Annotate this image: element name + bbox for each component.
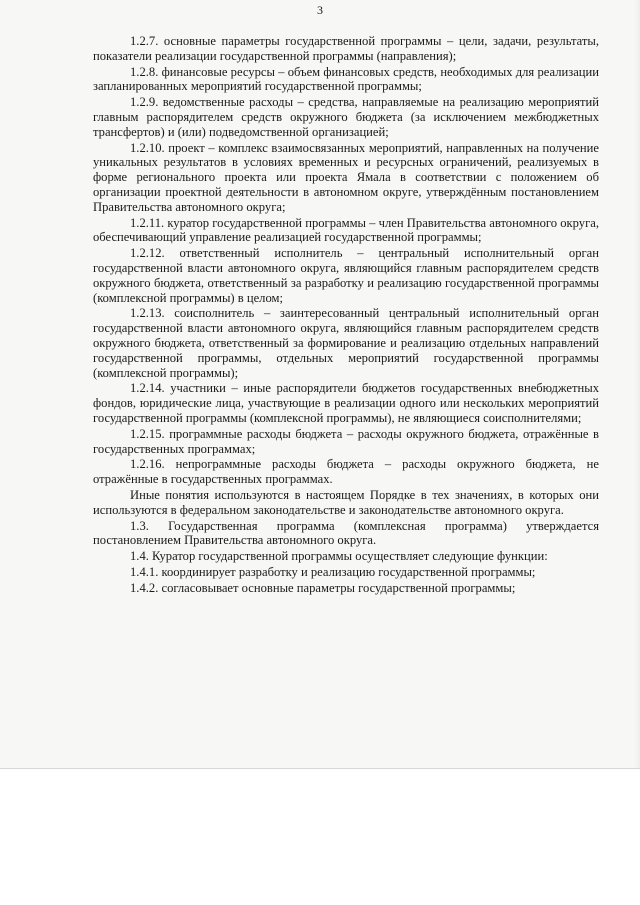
paragraph-1-2-8: 1.2.8. финансовые ресурсы – объем финансовых средств, необходимых для реализации запланированных мероприятий государственной программы; xyxy=(93,64,599,94)
paragraph-1-2-9: 1.2.9. ведомственные расходы – средства, направляемые на реализацию мероприятий главным распорядителем средств окружного бюджета (за исключением межбюджетных трансфертов) и (или) подведомственной организацией; xyxy=(93,95,599,139)
paragraph-1-4: 1.4. Куратор государственной программы осуществляет следующие функции: xyxy=(130,549,548,564)
paragraph-1-2-15: 1.2.15. программные расходы бюджета – расходы окружного бюджета, отражённые в государственных программах; xyxy=(93,426,599,456)
paragraph-1-2-16: 1.2.16. непрограммные расходы бюджета – расходы окружного бюджета, не отражённые в государственных программах. xyxy=(93,457,599,487)
paragraph-1-2-7: 1.2.7. основные параметры государственной программы – цели, задачи, результаты, показатели реализации государственной программы (направления); xyxy=(93,34,599,63)
page-number: 3 xyxy=(317,3,323,17)
paragraph-1-3: 1.3. Государственная программа (комплексная программа) утверждается постановлением Правительства автономного округа. xyxy=(93,518,599,548)
paragraph-1-2-13: 1.2.13. соисполнитель – заинтересованный центральный исполнительный орган государственной власти автономного округа, являющийся главным распорядителем средств окружного бюджета, ответственный за формирование и реализацию отдельных направлений государственной программы, отдельных мероприятий государственной программы (комплексной программы); xyxy=(93,306,599,380)
paragraph-1-2-10: 1.2.10. проект – комплекс взаимосвязанных мероприятий, направленных на получение уникальных результатов в условиях временных и ресурсных ограничений, реализуемых в форме регионального проекта или проекта Ямала в соответствии с положением об организации проектной деятельности в автономном округе, утверждённым постановлением Правительства автономного округа; xyxy=(93,140,599,214)
document-body xyxy=(93,34,599,596)
paragraph-1-2-14: 1.2.14. участники – иные распорядители бюджетов государственных внебюджетных фондов, юридические лица, участвующие в реализации одного или нескольких мероприятий государственной программы (комплексной программы), не являющиеся соисполнителями; xyxy=(93,381,599,425)
blank-margin xyxy=(0,769,640,905)
paragraph-1-2-11: 1.2.11. куратор государственной программы – член Правительства автономного округа, обеспечивающий управление реализацией государственной программы; xyxy=(93,215,599,245)
paragraph-1-2-12: 1.2.12. ответственный исполнитель – центральный исполнительный орган государственной власти автономного округа, являющийся главным распорядителем средств окружного бюджета, ответственный за разработку и реализацию государственной программы (комплексной программы) в целом; xyxy=(93,246,599,305)
paragraph-1-4-2: 1.4.2. согласовывает основные параметры государственной программы; xyxy=(130,580,516,595)
paragraph-other-terms: Иные понятия используются в настоящем Порядке в тех значениях, в которых они используются в федеральном законодательстве и законодательстве автономного округа. xyxy=(93,487,599,517)
paragraph-1-4-1: 1.4.1. координирует разработку и реализацию государственной программы; xyxy=(130,564,536,579)
